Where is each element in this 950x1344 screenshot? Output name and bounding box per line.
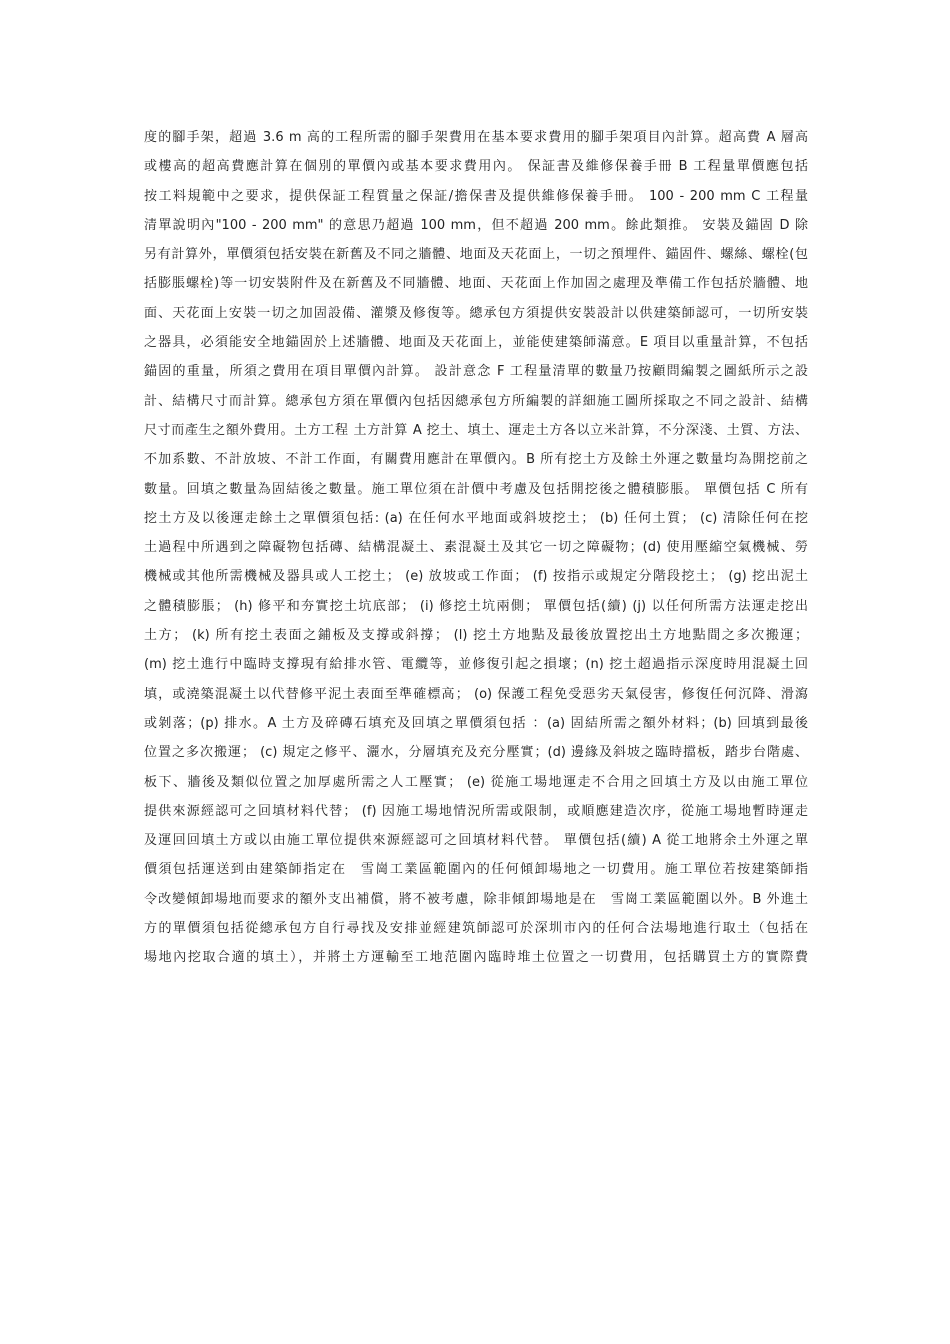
text-line: 錨固的重量，所須之費用在項目單價內計算。 設計意念 F 工程量清單的數量乃按顧問編製之圖紙所示之設 (144, 364, 808, 380)
text-line: 價須包括運送到由建築師指定在 雪崗工業區範圍內的任何傾卸場地之一切費用。施工單位若按建築師指 (144, 862, 808, 878)
text-line: 機械或其他所需機械及器具或人工挖土； (e) 放坡或工作面； (f) 按指示或規定分階段挖土； (g) 挖出泥土 (144, 569, 808, 585)
body-text (144, 123, 808, 973)
text-line: 尺寸而產生之額外費用。土方工程 土方計算 A 挖土、填土、運走土方各以立米計算，不分深淺、土質、方法、 (144, 422, 808, 438)
text-line: 場地內挖取合適的填土），并將土方運輸至工地范圍內臨時堆土位置之一切費用，包括購買土方的實際費 (144, 950, 808, 966)
text-line: 度的腳手架，超過 3.6 m 高的工程所需的腳手架費用在基本要求費用的腳手架項目內計算。超高費 A 層高 (144, 130, 808, 145)
text-line: 填，或澆築混凝土以代替修平泥土表面至準確標高； (o) 保護工程免受惡劣天氣侵害，修復任何沉降、滑瀉 (144, 686, 808, 702)
text-line: 按工料規範中之要求，提供保証工程質量之保証/擔保書及提供維修保養手冊。 100 - 200 mm C 工程量 (144, 188, 808, 204)
text-line: 板下、牆後及類似位置之加厚處所需之人工壓實； (e) 從施工場地運走不合用之回填土方及以由施工單位 (144, 774, 808, 790)
text-line: 及運回回填土方或以由施工單位提供來源經認可之回填材料代替。 單價包括(續) A 從工地將余土外運之單 (144, 833, 808, 849)
text-line: 計、結構尺寸而計算。總承包方須在單價內包括因總承包方所編製的詳細施工圖所採取之不同之設計、結構 (144, 393, 808, 409)
text-line: 面、天花面上安裝一切之加固設備、灌漿及修復等。總承包方須提供安裝設計以供建築師認可，一切所安裝 (144, 305, 808, 321)
text-line: 另有計算外，單價須包括安裝在新舊及不同之牆體、地面及天花面上，一切之預埋件、錨固件、螺絲、螺栓(包 (144, 247, 808, 263)
text-line: 土過程中所遇到之障礙物包括磚、結構混凝土、素混凝土及其它一切之障礙物；(d) 使用壓縮空氣機械、勞 (144, 540, 808, 556)
text-line: 挖土方及以後運走餘土之單價須包括: (a) 在任何水平地面或斜坡挖土； (b) 任何土質； (c) 清除任何在挖 (144, 510, 808, 526)
text-line: 提供來源經認可之回填材料代替； (f) 因施工場地情況所需或限制，或順應建造次序，從施工場地暫時運走 (144, 803, 808, 819)
text-line: 數量。回填之數量為固結後之數量。施工單位須在計價中考慮及包括開挖後之體積膨脹。 單價包括 C 所有 (144, 481, 808, 497)
text-line: 或樓高的超高費應計算在個別的單價內或基本要求費用內。 保証書及維修保養手冊 B 工程量單價應包括 (144, 159, 808, 175)
text-line: (m) 挖土進行中臨時支撐現有給排水管、電纜等，並修復引起之損壞；(n) 挖土超過指示深度時用混凝土回 (144, 657, 808, 673)
text-line: 土方； (k) 所有挖土表面之鋪板及支撐或斜撐； (l) 挖土方地點及最後放置挖出土方地點間之多次搬運； (144, 628, 808, 644)
text-line: 之體積膨脹； (h) 修平和夯實挖土坑底部； (i) 修挖土坑兩側； 單價包括(續) (j) 以任何所需方法運走挖出 (144, 598, 808, 614)
text-line: 括膨脹螺栓)等一切安裝附件及在新舊及不同牆體、地面、天花面上作加固之處理及準備工作包括於牆體、地 (144, 276, 808, 292)
text-line: 令改變傾卸場地而要求的額外支出補償，將不被考慮，除非傾卸場地是在 雪崗工業區範圍以外。B 外進土 (144, 891, 808, 907)
text-line: 之器具，必須能安全地錨固於上述牆體、地面及天花面上，並能使建築師滿意。E 項目以重量計算，不包括 (144, 335, 808, 351)
text-line: 不加系數、不計放坡、不計工作面，有關費用應計在單價內。B 所有挖土方及餘土外運之數量均為開挖前之 (144, 452, 808, 468)
text-line: 方的單價須包括從總承包方自行尋找及安排並經建筑師認可於深圳市內的任何合法場地進行取土（包括在 (144, 921, 808, 937)
text-line: 清單說明內"100 - 200 mm" 的意思乃超過 100 mm，但不超過 200 mm。餘此類推。 安裝及錨固 D 除 (144, 217, 808, 233)
text-line: 或剝落；(p) 排水。A 土方及碎磚石填充及回填之單價須包括 ：(a) 固結所需之額外材料；(b) 回填到最後 (144, 715, 808, 731)
text-line: 位置之多次搬運； (c) 規定之修平、灑水，分層填充及充分壓實；(d) 邊緣及斜坡之臨時擋板，踏步台階處、 (144, 745, 808, 761)
